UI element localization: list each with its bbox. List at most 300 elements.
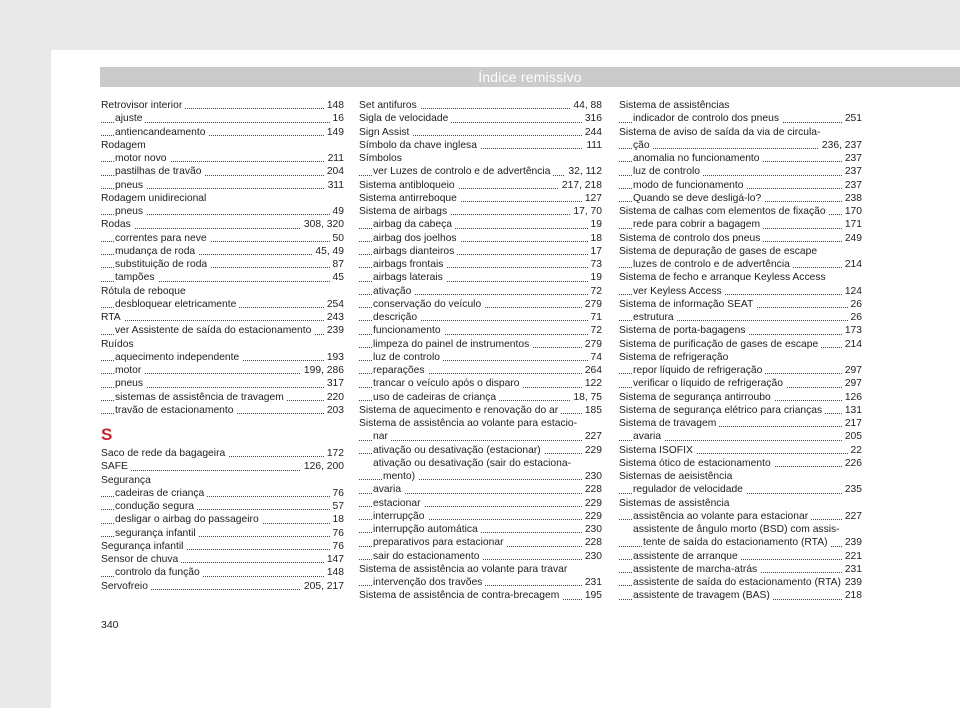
entry-page-reference: 218 — [842, 589, 862, 602]
index-entry — [619, 232, 862, 245]
entry-term: descrição — [373, 312, 420, 323]
entry-page-reference: 18 — [330, 513, 344, 526]
index-subentry — [619, 483, 862, 496]
entry-term: assistente de saída do estacionamento (RTA) — [633, 577, 844, 588]
entry-page-reference: 211 — [325, 152, 344, 165]
entry-page-reference: 22 — [848, 444, 862, 457]
entry-page-reference: 228 — [582, 536, 602, 549]
entry-page-reference: 279 — [582, 338, 602, 351]
entry-term: airbags laterais — [373, 272, 446, 283]
entry-page-reference: 230 — [582, 470, 602, 483]
entry-term: nar — [373, 431, 391, 442]
entry-term: condução segura — [115, 501, 197, 512]
index-subentry — [619, 430, 862, 443]
entry-term: estacionar — [373, 498, 424, 509]
entry-page-reference: 230 — [582, 523, 602, 536]
index-subentry — [359, 232, 602, 245]
entry-term: indicador de controlo dos pneus — [633, 113, 782, 124]
entry-page-reference: 226 — [842, 457, 862, 470]
index-subentry — [359, 338, 602, 351]
entry-term: motor — [115, 365, 144, 376]
entry-term: Sistema de porta-bagagens — [619, 325, 749, 336]
entry-page-reference: 205, 217 — [301, 580, 344, 593]
entry-term: Símbolo da chave inglesa — [359, 140, 480, 151]
entry-page-reference: 17 — [588, 245, 602, 258]
entry-page-reference: 317 — [324, 377, 344, 390]
entry-term: ativação — [373, 286, 414, 297]
entry-page-reference: 238 — [842, 192, 862, 205]
index-entry — [619, 497, 862, 510]
index-entry — [619, 338, 862, 351]
index-subentry — [619, 152, 862, 165]
entry-page-reference: 76 — [330, 487, 344, 500]
entry-term: Sistema de calhas com elementos de fixação — [619, 206, 829, 217]
index-section-letter: S — [101, 425, 113, 444]
dot-leader — [359, 440, 602, 441]
entry-term: Sistemas de aeisistência — [619, 471, 735, 482]
entry-term: desligar o airbag do passageiro — [115, 514, 262, 525]
entry-term: rede para cobrir a bagagem — [633, 219, 763, 230]
entry-page-reference: 50 — [330, 232, 344, 245]
index-entry — [101, 540, 344, 553]
index-subentry — [101, 258, 344, 271]
entry-term: conservação do veículo — [373, 299, 484, 310]
entry-term: Sistema de assistência ao volante para travar — [359, 564, 570, 575]
entry-term: Sistema de segurança antirroubo — [619, 392, 774, 403]
entry-page-reference: 185 — [582, 404, 602, 417]
entry-term: RTA — [101, 312, 124, 323]
entry-term: Sistema de refrigeração — [619, 352, 731, 363]
entry-term: intervenção dos travões — [373, 577, 485, 588]
entry-page-reference: 45, 49 — [312, 245, 344, 258]
entry-page-reference: 239 — [324, 324, 344, 337]
entry-term: preparativos para estacionar — [373, 537, 507, 548]
index-subentry — [101, 126, 344, 139]
entry-term: luz de controlo — [373, 352, 443, 363]
index-subentry — [359, 245, 602, 258]
index-subentry — [101, 513, 344, 526]
index-entry — [619, 470, 862, 483]
entry-page-reference: 236, 237 — [819, 139, 862, 152]
entry-term: funcionamento — [373, 325, 444, 336]
index-entry — [101, 311, 344, 324]
entry-page-reference: 26 — [848, 311, 862, 324]
entry-term: airbag da cabeça — [373, 219, 455, 230]
index-column-3 — [619, 99, 862, 603]
entry-page-reference: 45 — [330, 271, 344, 284]
entry-page-reference: 231 — [842, 563, 862, 576]
index-entry — [619, 444, 862, 457]
entry-page-reference: 32, 112 — [565, 165, 602, 178]
entry-term: interrupção automática — [373, 524, 481, 535]
entry-term: Set antifuros — [359, 100, 420, 111]
entry-term: desbloquear eletricamente — [115, 299, 239, 310]
index-subentry — [101, 271, 344, 284]
entry-page-reference: 122 — [582, 377, 602, 390]
index-subentry — [359, 218, 602, 231]
entry-term: pastilhas de travão — [115, 166, 204, 177]
entry-page-reference: 254 — [324, 298, 344, 311]
entry-term: tente de saída do estacionamento (RTA) — [643, 537, 831, 548]
index-entry — [619, 417, 862, 430]
entry-term: trancar o veículo após o disparo — [373, 378, 523, 389]
entry-term: Sistema de controlo dos pneus — [619, 233, 763, 244]
entry-term: assistente de marcha-atrás — [633, 564, 760, 575]
entry-term: cadeiras de criança — [115, 488, 207, 499]
entry-page-reference: 127 — [582, 192, 602, 205]
entry-term: Sistema ótico de estacionamento — [619, 458, 774, 469]
index-subentry — [359, 377, 602, 390]
index-subentry — [619, 139, 862, 152]
entry-page-reference: 16 — [330, 112, 344, 125]
index-subentry — [359, 285, 602, 298]
index-subentry — [619, 589, 862, 602]
index-entry — [619, 298, 862, 311]
entry-term: Sistema de informação SEAT — [619, 299, 756, 310]
entry-term: luz de controlo — [633, 166, 703, 177]
entry-term: pneus — [115, 180, 146, 191]
entry-term: pneus — [115, 206, 146, 217]
entry-term: ativação ou desativação (estacionar) — [373, 445, 544, 456]
index-entry — [101, 192, 344, 205]
entry-term: Segurança infantil — [101, 541, 186, 552]
entry-term: airbag dos joelhos — [373, 233, 460, 244]
entry-page-reference: 227 — [842, 510, 862, 523]
entry-term: Sistema de fecho e arranque Keyless Access — [619, 272, 829, 283]
index-subentry — [359, 510, 602, 523]
entry-page-reference: 203 — [324, 404, 344, 417]
entry-page-reference: 316 — [582, 112, 602, 125]
entry-page-reference: 228 — [582, 483, 602, 496]
index-entry — [359, 192, 602, 205]
entry-term: modo de funcionamento — [633, 180, 746, 191]
index-entry — [101, 553, 344, 566]
index-entry — [619, 205, 862, 218]
entry-term: travão de estacionamento — [115, 405, 237, 416]
entry-term: Rodas — [101, 219, 134, 230]
entry-term: Sistema de assistência ao volante para estacio- — [359, 418, 580, 429]
entry-term: Rótula de reboque — [101, 286, 189, 297]
entry-page-reference: 148 — [324, 566, 344, 579]
index-entry — [101, 474, 344, 487]
entry-term: Sigla de velocidade — [359, 113, 451, 124]
index-entry — [359, 152, 602, 165]
entry-term: segurança infantil — [115, 528, 199, 539]
entry-term: airbags frontais — [373, 259, 446, 270]
entry-page-reference: 229 — [582, 497, 602, 510]
entry-page-reference: 231 — [582, 576, 602, 589]
entry-term: Quando se deve desligá-lo? — [633, 193, 764, 204]
index-subentry — [359, 258, 602, 271]
index-subentry — [101, 391, 344, 404]
index-entry — [619, 245, 862, 258]
index-subentry — [101, 487, 344, 500]
index-subentry — [619, 192, 862, 205]
entry-page-reference: 74 — [588, 351, 602, 364]
entry-term: Sistemas de assistência — [619, 498, 732, 509]
entry-page-reference: 221 — [842, 550, 862, 563]
entry-page-reference: 227 — [582, 430, 602, 443]
entry-term: Sistema de aquecimento e renovação do ar — [359, 405, 561, 416]
index-entry — [101, 99, 344, 112]
entry-page-reference: 126 — [842, 391, 862, 404]
entry-term: aquecimento independente — [115, 352, 242, 363]
entry-term: Segurança — [101, 475, 154, 486]
entry-page-reference: 251 — [842, 112, 862, 125]
index-entry — [619, 351, 862, 364]
index-subentry — [359, 324, 602, 337]
entry-term: Sistema ISOFIX — [619, 445, 696, 456]
index-entry — [359, 563, 602, 576]
entry-term: motor novo — [115, 153, 170, 164]
index-entry — [359, 404, 602, 417]
entry-term: anomalia no funcionamento — [633, 153, 763, 164]
index-subentry — [359, 576, 602, 589]
entry-term: antiencandeamento — [115, 127, 208, 138]
index-subentry — [619, 285, 862, 298]
index-entry — [619, 391, 862, 404]
entry-term: SAFE — [101, 461, 131, 472]
entry-page-reference: 173 — [842, 324, 862, 337]
entry-term: Ruídos — [101, 339, 137, 350]
entry-page-reference: 171 — [842, 218, 862, 231]
entry-page-reference: 148 — [324, 99, 344, 112]
index-subentry — [101, 245, 344, 258]
index-subentry — [101, 298, 344, 311]
index-subentry — [619, 364, 862, 377]
entry-page-reference: 147 — [324, 553, 344, 566]
entry-page-reference: 126, 200 — [301, 460, 344, 473]
entry-page-reference: 217 — [842, 417, 862, 430]
index-subentry — [101, 566, 344, 579]
entry-page-reference: 239 — [842, 536, 862, 549]
entry-page-reference: 264 — [582, 364, 602, 377]
entry-page-reference: 18, 75 — [570, 391, 602, 404]
entry-page-reference: 205 — [842, 430, 862, 443]
index-subentry — [101, 165, 344, 178]
entry-page-reference: 199, 286 — [301, 364, 344, 377]
entry-term: uso de cadeiras de criança — [373, 392, 499, 403]
index-subentry — [101, 377, 344, 390]
entry-term: estrutura — [633, 312, 677, 323]
entry-page-reference: 244 — [582, 126, 602, 139]
index-entry — [359, 205, 602, 218]
entry-page-reference: 72 — [588, 324, 602, 337]
index-subentry — [359, 311, 602, 324]
index-column-2 — [359, 99, 602, 603]
entry-term: reparações — [373, 365, 428, 376]
entry-page-reference: 17, 70 — [570, 205, 602, 218]
index-subentry — [619, 311, 862, 324]
entry-term: Servofreio — [101, 581, 151, 592]
entry-page-reference: 239 — [842, 576, 862, 589]
index-subentry — [359, 444, 602, 457]
index-subentry — [359, 364, 602, 377]
entry-term: regulador de velocidade — [633, 484, 746, 495]
entry-page-reference: 214 — [842, 338, 862, 351]
entry-page-reference: 172 — [324, 447, 344, 460]
entry-term: avaria — [633, 431, 664, 442]
entry-page-reference: 87 — [330, 258, 344, 271]
entry-term: ção — [633, 140, 653, 151]
index-subentry — [619, 112, 862, 125]
index-entry — [359, 99, 602, 112]
index-entry — [619, 404, 862, 417]
entry-term: Retrovisor interior — [101, 100, 185, 111]
index-entry — [101, 218, 344, 231]
entry-term: Sensor de chuva — [101, 554, 181, 565]
index-subentry — [619, 179, 862, 192]
entry-term: verificar o líquido de refrigeração — [633, 378, 786, 389]
index-subentry — [359, 391, 602, 404]
entry-page-reference: 124 — [842, 285, 862, 298]
index-entry — [359, 112, 602, 125]
index-entry — [619, 99, 862, 112]
index-subentry — [101, 112, 344, 125]
entry-page-reference: 149 — [324, 126, 344, 139]
index-subentry — [101, 404, 344, 417]
entry-page-reference: 217, 218 — [559, 179, 602, 192]
index-subentry — [359, 470, 602, 483]
entry-page-reference: 44, 88 — [570, 99, 602, 112]
entry-term: Rodagem — [101, 140, 149, 151]
entry-term: tampões — [115, 272, 158, 283]
entry-term: substituição de roda — [115, 259, 210, 270]
entry-page-reference: 230 — [582, 550, 602, 563]
index-subentry — [101, 179, 344, 192]
entry-page-reference: 297 — [842, 364, 862, 377]
entry-term: repor líquido de refrigeração — [633, 365, 765, 376]
index-subentry — [101, 152, 344, 165]
index-subentry — [359, 457, 602, 470]
entry-page-reference: 237 — [842, 152, 862, 165]
entry-term: sair do estacionamento — [373, 551, 482, 562]
index-subentry — [359, 430, 602, 443]
index-subentry — [619, 550, 862, 563]
entry-term: assistente de travagem (BAS) — [633, 590, 773, 601]
entry-term: mento) — [383, 471, 418, 482]
entry-term: ajuste — [115, 113, 145, 124]
entry-page-reference: 73 — [588, 258, 602, 271]
index-subentry — [619, 563, 862, 576]
entry-term: Rodagem unidirecional — [101, 193, 209, 204]
entry-page-reference: 19 — [588, 218, 602, 231]
index-subentry — [101, 364, 344, 377]
entry-page-reference: 229 — [582, 444, 602, 457]
entry-page-reference: 311 — [325, 179, 344, 192]
entry-page-reference: 297 — [842, 377, 862, 390]
entry-term: Sign Assist — [359, 127, 412, 138]
index-entry — [101, 139, 344, 152]
entry-term: avaria — [373, 484, 404, 495]
index-subentry — [359, 483, 602, 496]
index-subentry — [101, 527, 344, 540]
entry-term: ativação ou desativação (sair do estaciona- — [373, 458, 574, 469]
entry-page-reference: 237 — [842, 165, 862, 178]
index-subentry — [101, 351, 344, 364]
index-column-1 — [101, 99, 344, 593]
index-subentry — [619, 165, 862, 178]
entry-term: Sistema de segurança elétrico para crianças — [619, 405, 825, 416]
entry-term: correntes para neve — [115, 233, 210, 244]
entry-page-reference: 279 — [582, 298, 602, 311]
entry-term: Sistema de aviso de saída da via de circula- — [619, 127, 823, 138]
index-subentry — [101, 232, 344, 245]
index-subentry — [359, 523, 602, 536]
entry-term: ver Luzes de controlo e de advertência — [373, 166, 553, 177]
entry-term: ver Keyless Access — [633, 286, 725, 297]
entry-term: Sistema antibloqueio — [359, 180, 458, 191]
entry-term: pneus — [115, 378, 146, 389]
index-entry — [101, 460, 344, 473]
index-entry — [359, 179, 602, 192]
entry-term: Sistema de depuração de gases de escape — [619, 246, 820, 257]
entry-page-reference: 220 — [324, 391, 344, 404]
entry-page-reference: 308, 320 — [301, 218, 344, 231]
index-entry — [101, 580, 344, 593]
page-number: 340 — [101, 619, 119, 631]
index-subentry — [359, 497, 602, 510]
index-subentry — [359, 536, 602, 549]
dot-leader — [101, 320, 344, 321]
entry-page-reference: 72 — [588, 285, 602, 298]
page-header: Índice remissivo — [100, 67, 960, 87]
index-entry — [619, 457, 862, 470]
entry-page-reference: 229 — [582, 510, 602, 523]
entry-term: mudança de roda — [115, 246, 198, 257]
entry-term: airbags dianteiros — [373, 246, 457, 257]
entry-term: interrupção — [373, 511, 428, 522]
index-subentry — [619, 536, 862, 549]
entry-term: Sistema antirreboque — [359, 193, 460, 204]
entry-page-reference: 19 — [588, 271, 602, 284]
index-subentry — [359, 165, 602, 178]
index-subentry — [619, 523, 862, 536]
index-subentry — [359, 351, 602, 364]
entry-page-reference: 76 — [330, 540, 344, 553]
entry-page-reference: 131 — [842, 404, 862, 417]
entry-page-reference: 57 — [330, 500, 344, 513]
index-subentry — [101, 205, 344, 218]
entry-term: controlo da função — [115, 567, 203, 578]
entry-page-reference: 243 — [324, 311, 344, 324]
entry-term: Símbolos — [359, 153, 405, 164]
index-subentry — [101, 324, 344, 337]
index-entry — [359, 417, 602, 430]
entry-page-reference: 195 — [582, 589, 602, 602]
index-entry — [359, 139, 602, 152]
index-subentry — [101, 500, 344, 513]
entry-page-reference: 111 — [583, 139, 602, 152]
entry-term: Sistema de purificação de gases de escape — [619, 339, 821, 350]
entry-term: Sistema de airbags — [359, 206, 450, 217]
entry-term: assistente de ângulo morto (BSD) com assis- — [633, 524, 843, 535]
entry-term: limpeza do painel de instrumentos — [373, 339, 532, 350]
index-entry — [619, 271, 862, 284]
entry-page-reference: 237 — [842, 179, 862, 192]
entry-term: Sistema de travagem — [619, 418, 719, 429]
entry-term: ver Assistente de saída do estacionamento — [115, 325, 314, 336]
entry-term: Sistema de assistências — [619, 100, 732, 111]
entry-page-reference: 249 — [842, 232, 862, 245]
index-subentry — [619, 258, 862, 271]
index-subentry — [619, 576, 862, 589]
entry-page-reference: 76 — [330, 527, 344, 540]
entry-term: sistemas de assistência de travagem — [115, 392, 287, 403]
index-entry — [101, 338, 344, 351]
entry-page-reference: 49 — [330, 205, 344, 218]
entry-page-reference: 26 — [848, 298, 862, 311]
